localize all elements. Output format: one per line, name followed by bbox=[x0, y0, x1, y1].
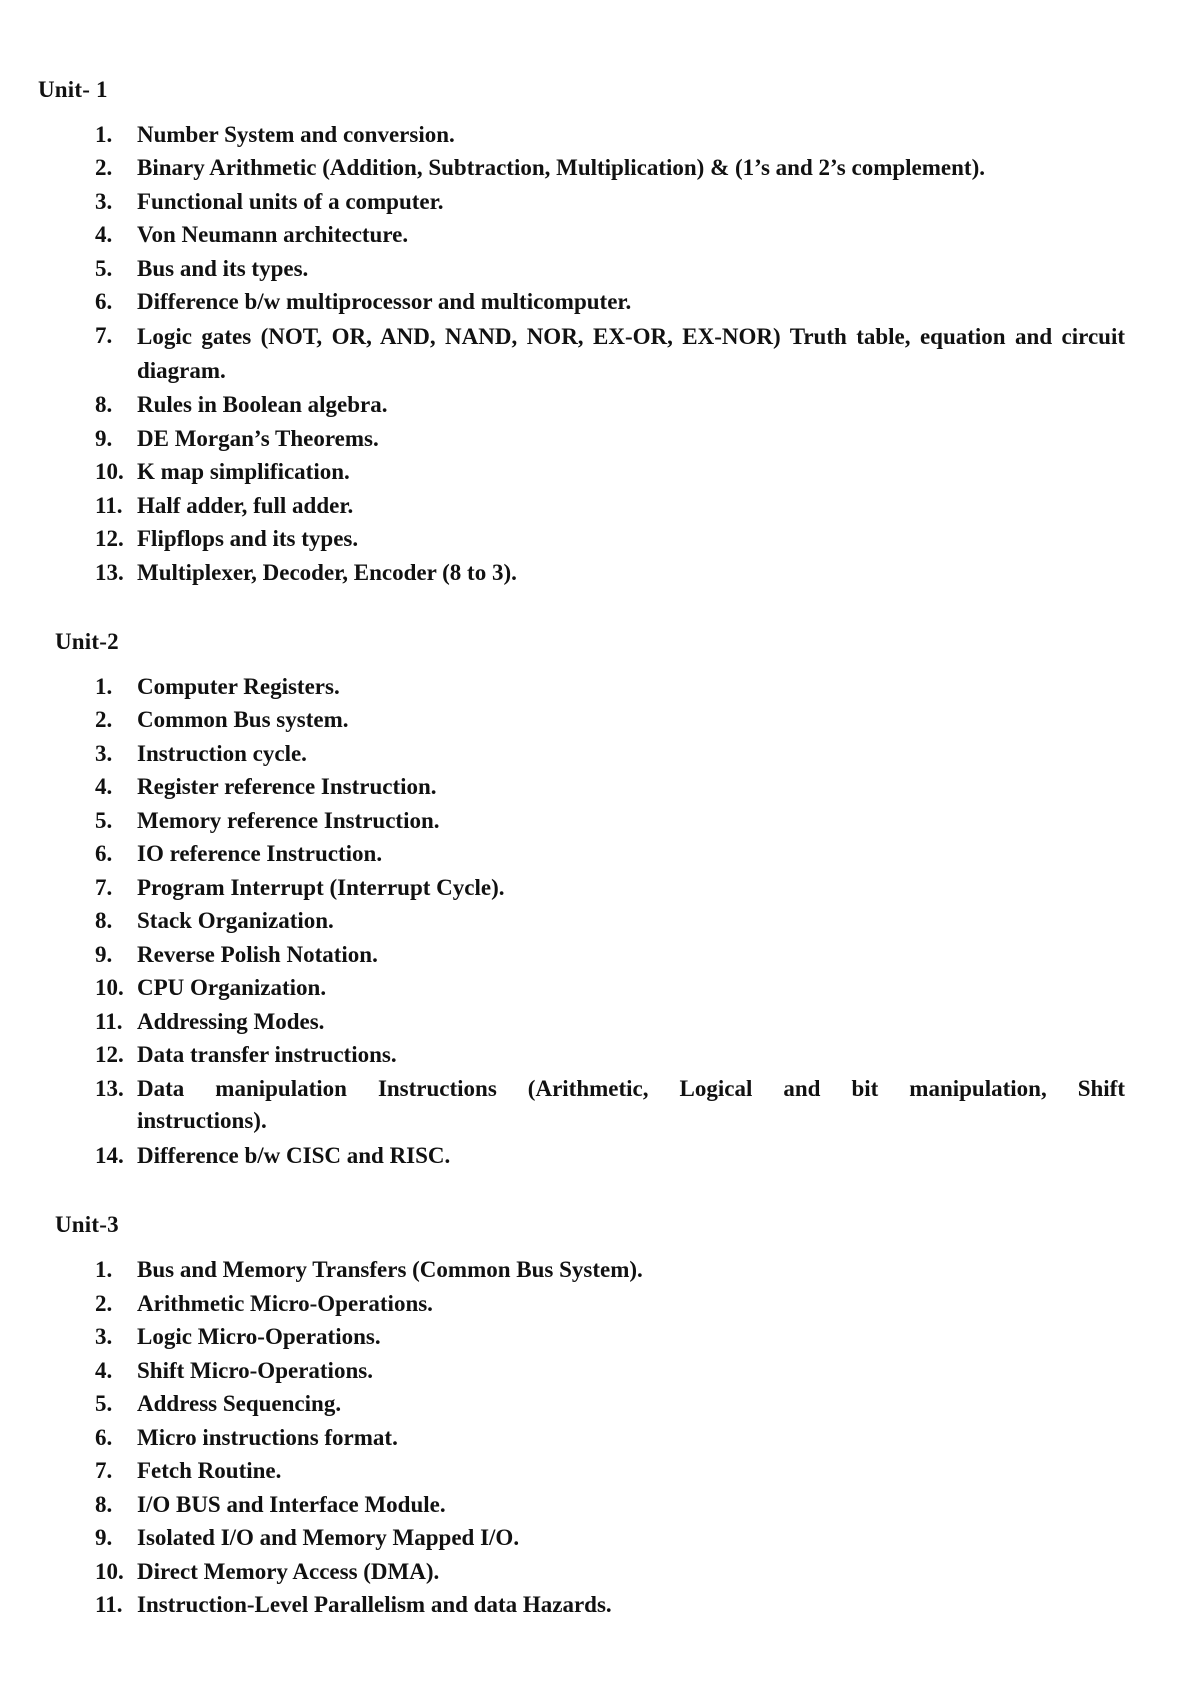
item-number: 8. bbox=[95, 908, 113, 933]
item-text: Flipflops and its types. bbox=[137, 526, 359, 551]
item-number: 1. bbox=[95, 674, 113, 699]
item-text: Micro instructions format. bbox=[137, 1425, 398, 1450]
item-text: Memory reference Instruction. bbox=[137, 808, 440, 833]
list-item bbox=[95, 1321, 1125, 1353]
list-item bbox=[95, 738, 1125, 770]
item-text: Bus and Memory Transfers (Common Bus System). bbox=[137, 1257, 643, 1282]
list-item bbox=[95, 253, 1125, 285]
item-text: I/O BUS and Interface Module. bbox=[137, 1492, 446, 1517]
item-text: Instruction cycle. bbox=[137, 741, 307, 766]
item-text: Fetch Routine. bbox=[137, 1458, 282, 1483]
item-text: K map simplification. bbox=[137, 459, 350, 484]
item-text: Direct Memory Access (DMA). bbox=[137, 1559, 440, 1584]
item-number: 4. bbox=[95, 222, 113, 247]
item-text: Logic gates (NOT, OR, AND, NAND, NOR, EX-OR, EX-NOR) Truth table, equation and circuit diagram. bbox=[137, 324, 1125, 383]
item-text: Data transfer instructions. bbox=[137, 1042, 397, 1067]
list-item bbox=[95, 389, 1125, 421]
item-number: 7. bbox=[95, 1458, 113, 1483]
list-item bbox=[95, 152, 1125, 184]
list-item bbox=[95, 523, 1125, 555]
item-number: 6. bbox=[95, 841, 113, 866]
item-text: CPU Organization. bbox=[137, 975, 327, 1000]
list-item bbox=[95, 557, 1125, 589]
item-number: 14. bbox=[95, 1143, 124, 1168]
item-number: 2. bbox=[95, 707, 113, 732]
item-number: 1. bbox=[95, 1257, 113, 1282]
item-text: Von Neumann architecture. bbox=[137, 222, 409, 247]
list-item bbox=[95, 1388, 1125, 1420]
list-item bbox=[95, 905, 1125, 937]
item-number: 12. bbox=[95, 1042, 124, 1067]
item-text: Instruction-Level Parallelism and data Hazards. bbox=[137, 1592, 612, 1617]
item-number: 2. bbox=[95, 155, 113, 180]
list-item bbox=[95, 456, 1125, 488]
item-text: Addressing Modes. bbox=[137, 1009, 325, 1034]
item-number: 3. bbox=[95, 741, 113, 766]
item-text: Common Bus system. bbox=[137, 707, 349, 732]
item-text: DE Morgan’s Theorems. bbox=[137, 426, 379, 451]
item-text: Rules in Boolean algebra. bbox=[137, 392, 388, 417]
list-item bbox=[95, 490, 1125, 522]
item-text: Register reference Instruction. bbox=[137, 774, 437, 799]
item-number: 3. bbox=[95, 189, 113, 214]
item-text: Binary Arithmetic (Addition, Subtraction, Multiplication) & (1’s and 2’s complement). bbox=[137, 155, 985, 180]
item-text: Difference b/w CISC and RISC. bbox=[137, 1143, 451, 1168]
list-item bbox=[95, 838, 1125, 870]
item-number: 9. bbox=[95, 942, 113, 967]
item-number: 11. bbox=[95, 493, 123, 518]
item-text: Bus and its types. bbox=[137, 256, 309, 281]
item-text: Logic Micro-Operations. bbox=[137, 1324, 381, 1349]
list-item bbox=[95, 1288, 1125, 1320]
list-item bbox=[95, 423, 1125, 455]
item-number: 10. bbox=[95, 1559, 124, 1584]
item-text: Isolated I/O and Memory Mapped I/O. bbox=[137, 1525, 520, 1550]
item-text: Number System and conversion. bbox=[137, 122, 455, 147]
item-number: 13. bbox=[95, 1076, 124, 1101]
list-item bbox=[95, 939, 1125, 971]
item-number: 1. bbox=[95, 122, 113, 147]
list-item bbox=[95, 320, 1125, 388]
unit-heading: Unit-2 bbox=[55, 629, 119, 654]
item-text: Shift Micro-Operations. bbox=[137, 1358, 373, 1383]
list-item bbox=[95, 119, 1125, 151]
item-number: 5. bbox=[95, 1391, 113, 1416]
list-item bbox=[95, 1422, 1125, 1454]
item-text: Data manipulation Instructions (Arithmetic, Logical and bit manipulation, Shift instructions). bbox=[137, 1076, 1125, 1133]
item-text: Stack Organization. bbox=[137, 908, 334, 933]
list-item bbox=[95, 1355, 1125, 1387]
item-text: Address Sequencing. bbox=[137, 1391, 342, 1416]
item-text: Half adder, full adder. bbox=[137, 493, 354, 518]
list-item bbox=[95, 1140, 1125, 1172]
list-item bbox=[95, 1589, 1125, 1621]
list-item bbox=[95, 1006, 1125, 1038]
item-number: 3. bbox=[95, 1324, 113, 1349]
item-number: 13. bbox=[95, 560, 124, 585]
item-text: Program Interrupt (Interrupt Cycle). bbox=[137, 875, 505, 900]
list-item bbox=[95, 872, 1125, 904]
item-number: 5. bbox=[95, 256, 113, 281]
list-item bbox=[95, 286, 1125, 318]
list-item bbox=[95, 1455, 1125, 1487]
item-text: Computer Registers. bbox=[137, 674, 340, 699]
list-item bbox=[95, 1254, 1125, 1286]
item-number: 2. bbox=[95, 1291, 113, 1316]
list-item bbox=[95, 186, 1125, 218]
item-text: Reverse Polish Notation. bbox=[137, 942, 378, 967]
item-number: 11. bbox=[95, 1009, 123, 1034]
list-item bbox=[95, 771, 1125, 803]
item-text: IO reference Instruction. bbox=[137, 841, 383, 866]
item-number: 6. bbox=[95, 289, 113, 314]
list-item bbox=[95, 219, 1125, 251]
item-number: 10. bbox=[95, 459, 124, 484]
unit-heading: Unit- 1 bbox=[38, 77, 108, 102]
list-item bbox=[95, 972, 1125, 1004]
item-number: 4. bbox=[95, 774, 113, 799]
list-item bbox=[95, 1039, 1125, 1071]
list-item bbox=[95, 1489, 1125, 1521]
item-number: 8. bbox=[95, 392, 113, 417]
list-item bbox=[95, 1556, 1125, 1588]
item-number: 7. bbox=[95, 323, 113, 348]
item-text: Difference b/w multiprocessor and multicomputer. bbox=[137, 289, 632, 314]
item-number: 5. bbox=[95, 808, 113, 833]
item-text: Multiplexer, Decoder, Encoder (8 to 3). bbox=[137, 560, 517, 585]
item-number: 12. bbox=[95, 526, 124, 551]
item-number: 4. bbox=[95, 1358, 113, 1383]
list-item bbox=[95, 671, 1125, 703]
item-number: 9. bbox=[95, 426, 113, 451]
list-item bbox=[95, 805, 1125, 837]
item-number: 6. bbox=[95, 1425, 113, 1450]
item-text: Functional units of a computer. bbox=[137, 189, 444, 214]
item-number: 8. bbox=[95, 1492, 113, 1517]
list-item bbox=[95, 1073, 1125, 1137]
item-number: 11. bbox=[95, 1592, 123, 1617]
list-item bbox=[95, 1522, 1125, 1554]
item-number: 10. bbox=[95, 975, 124, 1000]
item-number: 7. bbox=[95, 875, 113, 900]
list-item bbox=[95, 704, 1125, 736]
item-text: Arithmetic Micro-Operations. bbox=[137, 1291, 433, 1316]
unit-heading: Unit-3 bbox=[55, 1212, 119, 1237]
item-number: 9. bbox=[95, 1525, 113, 1550]
